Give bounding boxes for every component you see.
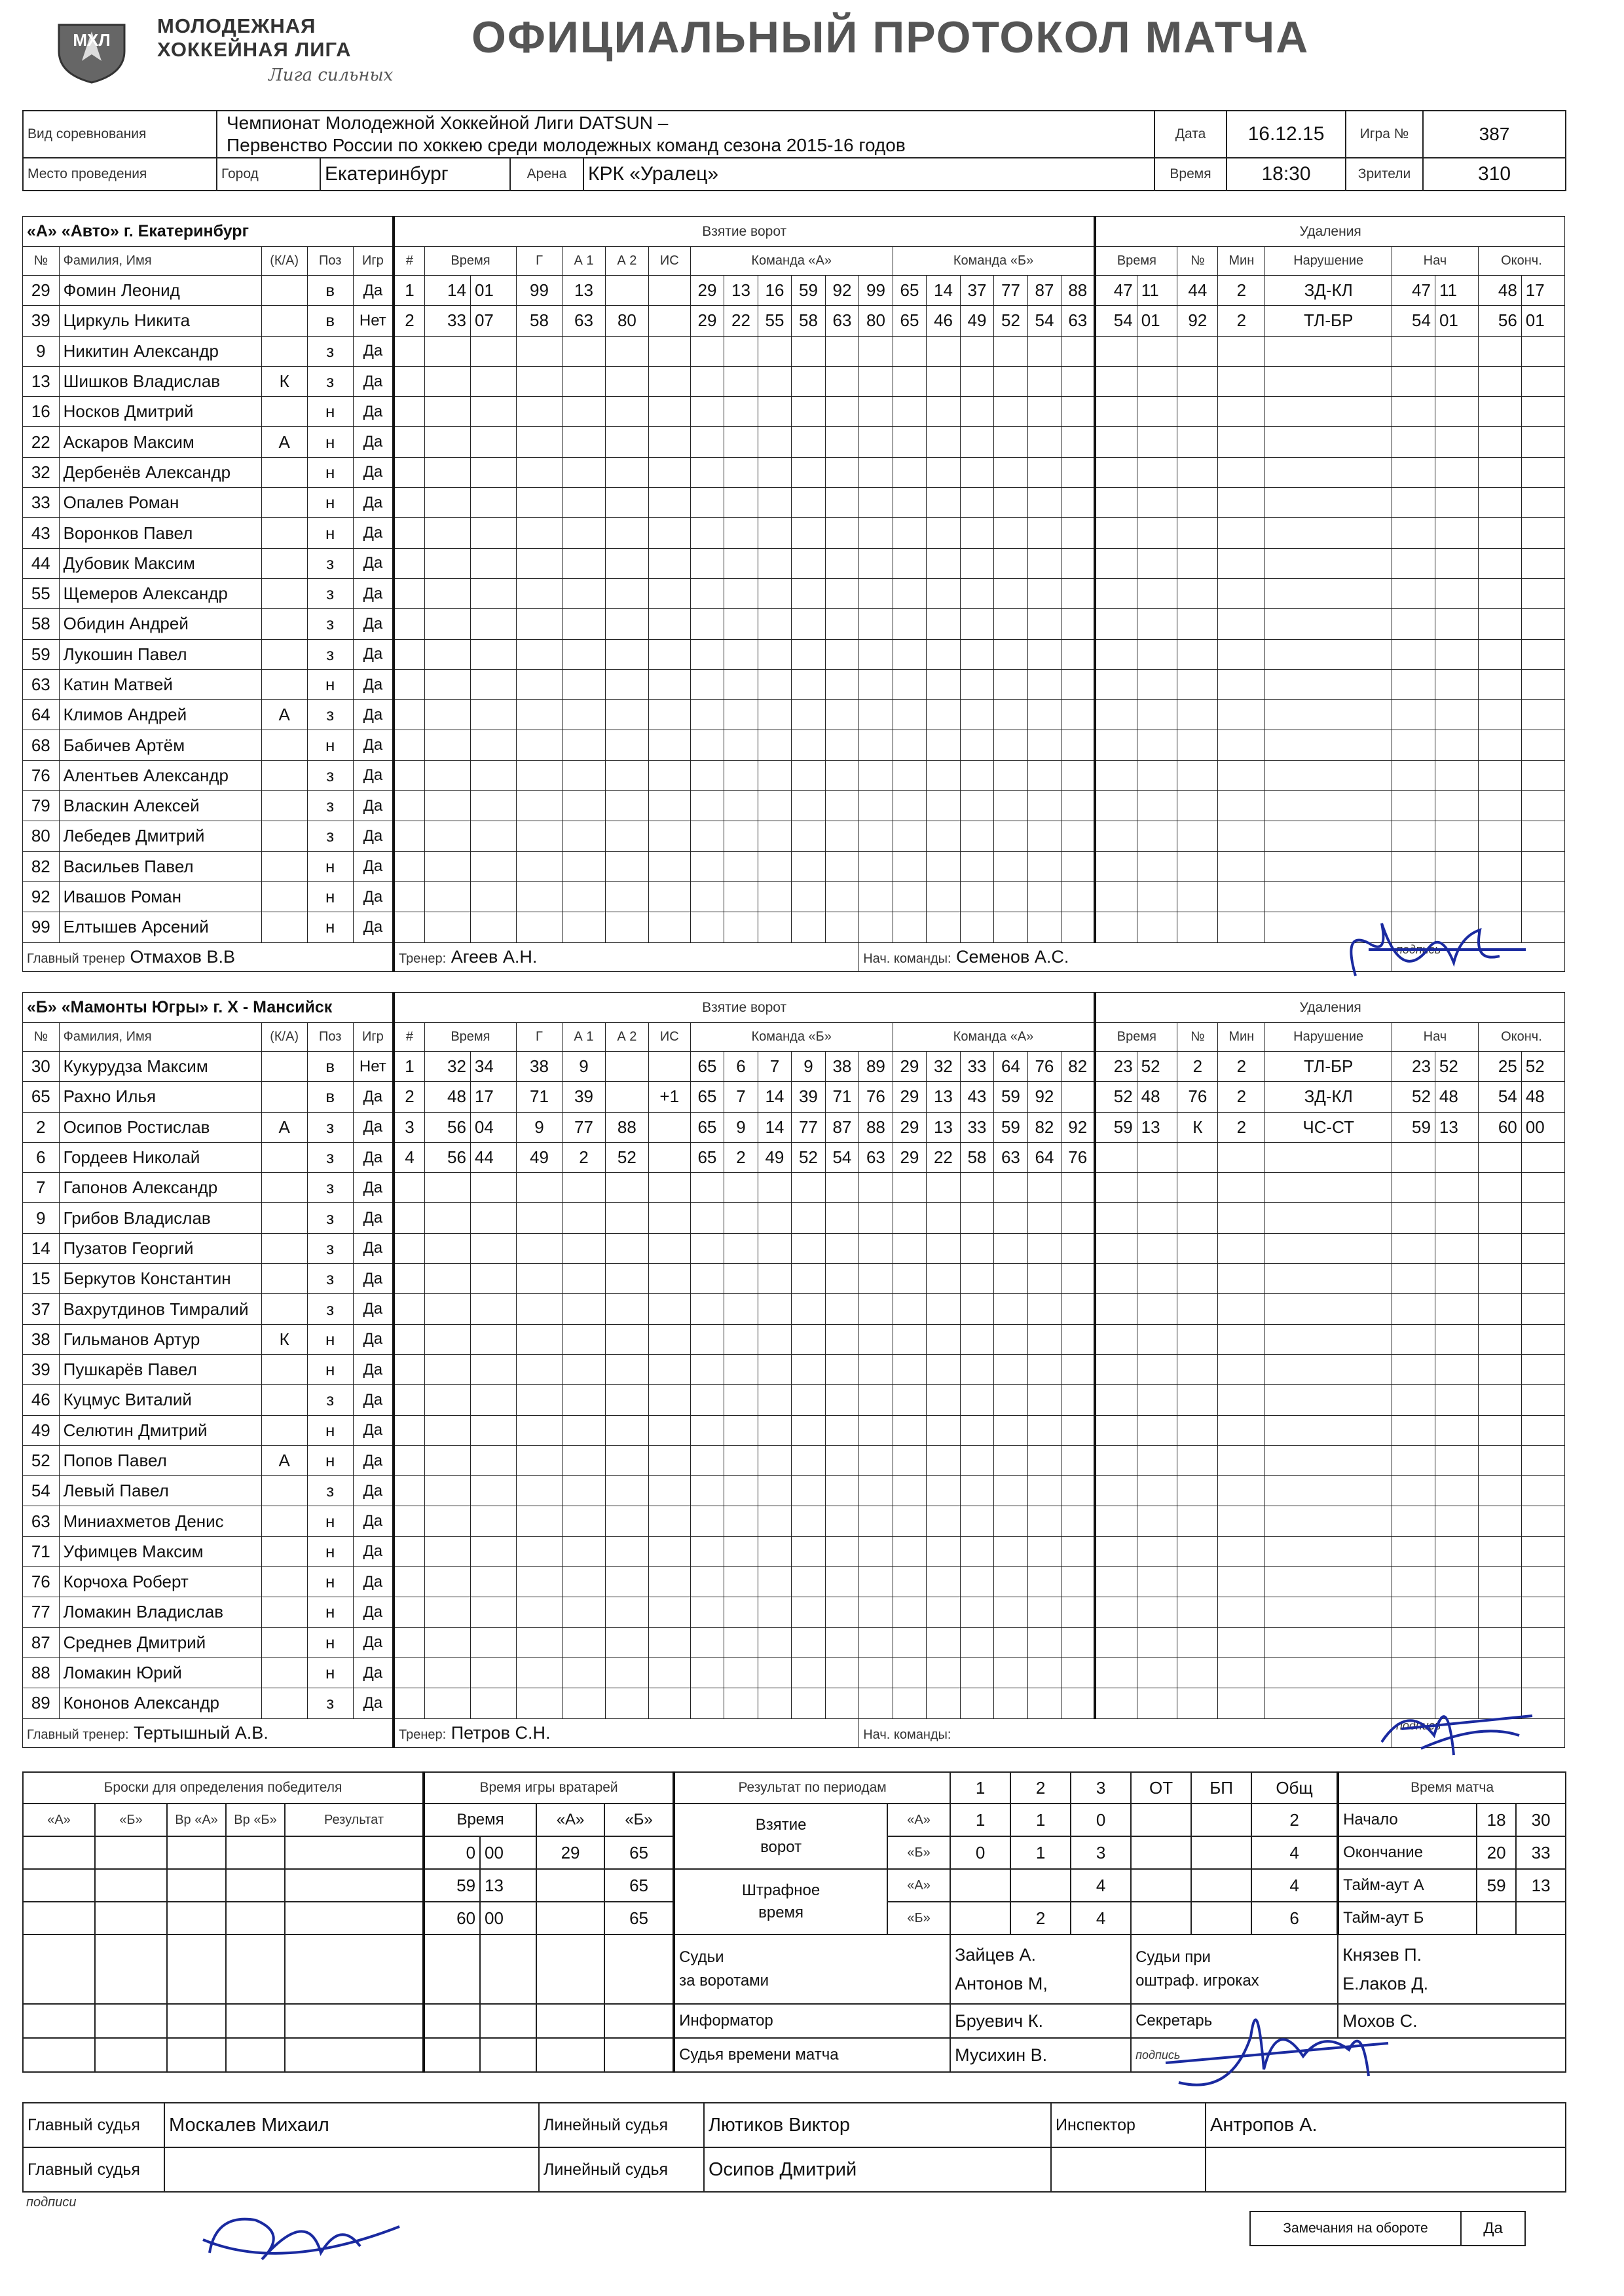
player-row: 15 Беркутов Константин з Да xyxy=(23,1264,1565,1294)
time-label: Время xyxy=(1154,158,1227,191)
team-a-coach-signature xyxy=(1329,904,1539,1009)
city-label: Город xyxy=(217,158,320,191)
player-row: 44 Дубовик Максим з Да xyxy=(23,548,1565,578)
venue-label: Место проведения xyxy=(23,158,217,191)
player-row: 80 Лебедев Дмитрий з Да xyxy=(23,821,1565,851)
team_b-title: «Б» «Мамонты Югры» г. Х - Мансийск xyxy=(23,993,394,1023)
spectators-value: 310 xyxy=(1423,158,1566,191)
player-row: 6 Гордеев Николай з Да 4 56 44 49 2 52 65 2 49 52 54 63 29 22 58 63 64 76 xyxy=(23,1142,1565,1172)
player-row: 71 Уфимцев Максим н Да xyxy=(23,1536,1565,1566)
player-row: 88 Ломакин Юрий н Да xyxy=(23,1657,1565,1688)
player-row: 92 Ивашов Роман н Да xyxy=(23,881,1565,912)
player-row: 2 Осипов Ростислав А з Да 3 56 04 9 77 88 65 9 14 77 87 88 29 13 33 59 82 92 59 13 К 2 ЧС-СТ 59 13 60 00 xyxy=(23,1112,1565,1142)
competition-label: Вид соревнования xyxy=(23,111,217,158)
team_a-title: «А» «Авто» г. Екатеринбург xyxy=(23,217,394,247)
gk-time-title: Время игры вратарей xyxy=(424,1772,674,1804)
player-row: 39 Пушкарёв Павел н Да xyxy=(23,1354,1565,1384)
player-row: 89 Кононов Александр з Да xyxy=(23,1688,1565,1718)
player-row: 29 Фомин Леонид в Да 1 14 01 99 13 29 13 16 59 92 99 65 14 37 77 87 88 47 11 44 2 ЗД-КЛ 47 11 48 17 xyxy=(23,276,1565,306)
player-row: 63 Катин Матвей н Да xyxy=(23,669,1565,699)
summary-table: Броски для определения победителя Время игры вратарей Результат по периодам 1 2 3 ОТ БП Общ Время матча «А» «Б» Вр «А» Вр «Б» Результат Время «А» «Б» Взятие ворот «А» 1 1 0 2 Начало 18 30 0 00 29 65 «Б» 0 1 3 4 Окончание 20 33 59 13 65 Штрафное время «А» 4 4 Тайм-аут А 59 13 60 00 65 «Б» 2 4 6 Тайм-аут Б Судьи за воротами Зайцев А. Антонов М, Судьи при оштраф. игроках Князев П. Е.лаков Д. Информатор Бруевич К. Секретарь Мохов С. Судья времени матча Мусихин В. подпись xyxy=(22,1771,1566,2073)
player-row: 37 Вахрутдинов Тимралий з Да xyxy=(23,1294,1565,1324)
competition-value: Чемпионат Молодежной Хоккейной Лиги DATSUN – Первенство России по хоккею среди молодежных команд сезона 2015-16 годов xyxy=(217,111,1154,158)
player-row: 68 Бабичев Артём н Да xyxy=(23,730,1565,760)
player-row: 14 Пузатов Георгий з Да xyxy=(23,1233,1565,1263)
arena-value: КРК «Уралец» xyxy=(583,158,1154,191)
player-row: 64 Климов Андрей А з Да xyxy=(23,700,1565,730)
player-row: 43 Воронков Павел н Да xyxy=(23,518,1565,548)
player-row: 77 Ломакин Владислав н Да xyxy=(23,1597,1565,1627)
player-row: 38 Гильманов Артур К н Да xyxy=(23,1324,1565,1354)
player-row: 59 Лукошин Павел з Да xyxy=(23,639,1565,669)
shootout-title: Броски для определения победителя xyxy=(23,1772,424,1804)
player-row: 52 Попов Павел А н Да xyxy=(23,1445,1565,1475)
remarks-table: Замечания на обороте Да xyxy=(1249,2211,1526,2246)
player-row: 79 Власкин Алексей з Да xyxy=(23,791,1565,821)
spectators-label: Зрители xyxy=(1346,158,1423,191)
player-row: 46 Куцмус Виталий з Да xyxy=(23,1385,1565,1415)
time-value: 18:30 xyxy=(1227,158,1346,191)
player-row: 7 Гапонов Александр з Да xyxy=(23,1173,1565,1203)
player-row: 54 Левый Павел з Да xyxy=(23,1476,1565,1506)
league-slogan: Лига сильных xyxy=(268,65,394,85)
player-row: 87 Среднев Дмитрий н Да xyxy=(23,1627,1565,1657)
referee-signature xyxy=(190,2181,413,2286)
league-name: МОЛОДЕЖНАЯ ХОККЕЙНАЯ ЛИГА xyxy=(157,14,352,61)
team_a-table: «А» «Авто» г. Екатеринбург Взятие ворот Удаления № Фамилия, Имя (К/А) Поз Игр # Время Г А 1 А 2 ИС Команда «А» Команда «Б» Время № Мин Нарушение Нач Оконч. 29 Фомин Леонид в Да 1 14 01 99 13 29 13 16 59 92 99 65 14 37 77 87 88 47 11 44 2 ЗД-КЛ 47 11 48 17 39 Циркуль Никита в Нет 2 33 07 58 63 80 29 22 55 58 63 80 65 46 49 52 54 63 54 01 92 2 ТЛ-БР 54 01 56 01 9 Никитин Александр з Да 13 Шишков Владислав К з Да 16 Носков Дмитрий н Да 22 Аскаров Максим А н Да 32 Дербенёв Александр н Да 33 Опалев Роман н Да 43 Воронков Павел н Да 44 Дубовик Максим з Да 55 Щемеров Александр з Да 58 Обидин Андрей з Да 59 Лукошин Павел з Да 63 Катин Матвей н Да 64 Климов Андрей А з Да 68 Бабичев Артём н Да 76 Алентьев Александр з Да 79 Власкин Алексей з Да 80 Лебедев Дмитрий з Да 82 Васильев Павел н Да 92 Ивашов Роман н Да 99 Елтышев Арсений н Да Главный тренер Отмахов В.В Тренер: Агеев А.Н. Нач. команды: Семенов А.С. подпись xyxy=(22,216,1565,972)
player-row: 9 Никитин Александр з Да xyxy=(23,336,1565,366)
team_a-head-coach: Отмахов В.В xyxy=(130,946,236,967)
player-row: 63 Миниахметов Денис н Да xyxy=(23,1506,1565,1536)
match-info-table xyxy=(22,110,1566,191)
periods-title: Результат по периодам xyxy=(674,1772,950,1804)
team-b-coach-signature xyxy=(1362,1676,1545,1775)
player-row: 22 Аскаров Максим А н Да xyxy=(23,427,1565,457)
player-row: 55 Щемеров Александр з Да xyxy=(23,578,1565,608)
date-label: Дата xyxy=(1154,111,1227,158)
match-time-title: Время матча xyxy=(1338,1772,1566,1804)
player-row: 65 Рахно Илья в Да 2 48 17 71 39 +1 65 7 14 39 71 76 29 13 43 59 92 52 48 76 2 ЗД-КЛ 52 48 54 48 xyxy=(23,1082,1565,1112)
player-row: 58 Обидин Андрей з Да xyxy=(23,609,1565,639)
player-row: 9 Грибов Владислав з Да xyxy=(23,1203,1565,1233)
team_b-table: «Б» «Мамонты Югры» г. Х - Мансийск Взятие ворот Удаления № Фамилия, Имя (К/А) Поз Игр # Время Г А 1 А 2 ИС Команда «Б» Команда «А» Время № Мин Нарушение Нач Оконч. 30 Кукурудза Максим в Нет 1 32 34 38 9 65 6 7 9 38 89 29 32 33 64 76 82 23 52 2 2 ТЛ-БР 23 52 25 52 65 Рахно Илья в Да 2 48 17 71 39 +1 65 7 14 39 71 76 29 13 43 59 92 52 48 76 2 ЗД-КЛ 52 48 54 48 2 Осипов Ростислав А з Да 3 56 04 9 77 88 65 9 14 77 87 88 29 13 33 59 82 92 59 13 К 2 ЧС-СТ 59 13 60 00 6 Гордеев Николай з Да 4 56 44 49 2 52 65 2 49 52 54 63 29 22 58 63 64 76 7 Гапонов Александр з Да 9 Грибов Владислав з Да 14 Пузатов Георгий з Да 15 Беркутов Константин з Да 37 Вахрутдинов Тимралий з Да 38 Гильманов Артур К н Да 39 Пушкарёв Павел н Да 46 Куцмус Виталий з Да 49 Селютин Дмитрий н Да 52 Попов Павел А н Да 54 Левый Павел з Да 63 Миниахметов Денис н Да 71 Уфимцев Максим н Да 76 Корчоха Роберт н Да 77 Ломакин Владислав н Да 87 Среднев Дмитрий н Да 88 Ломакин Юрий н Да 89 Кононов Александр з Да Главный тренер: Тертышный А.В. Тренер: Петров С.Н. Нач. команды: подпись xyxy=(22,992,1565,1748)
document-title: ОФИЦИАЛЬНЫЙ ПРОТОКОЛ МАТЧА xyxy=(471,12,1310,62)
player-row: 82 Васильев Павел н Да xyxy=(23,851,1565,881)
player-row: 99 Елтышев Арсений н Да xyxy=(23,912,1565,942)
game-value: 387 xyxy=(1423,111,1566,158)
league-logo xyxy=(52,12,131,84)
player-row: 30 Кукурудза Максим в Нет 1 32 34 38 9 65 6 7 9 38 89 29 32 33 64 76 82 23 52 2 2 ТЛ-БР 23 52 25 52 xyxy=(23,1052,1565,1082)
player-row: 76 Алентьев Александр з Да xyxy=(23,760,1565,790)
player-row: 33 Опалев Роман н Да xyxy=(23,488,1565,518)
player-row: 49 Селютин Дмитрий н Да xyxy=(23,1415,1565,1445)
team-b-section xyxy=(22,992,1565,1748)
referees-table: Главный судья Москалев Михаил Линейный судья Лютиков Виктор Инспектор Антропов А. Главный судья Линейный судья Осипов Дмитрий xyxy=(22,2102,1566,2193)
player-row: 32 Дербенёв Александр н Да xyxy=(23,457,1565,487)
secretary-signature xyxy=(1153,1978,1401,2109)
signatures-label: подписи xyxy=(26,2195,77,2210)
team-a-section xyxy=(22,216,1565,972)
player-row: 76 Корчоха Роберт н Да xyxy=(23,1567,1565,1597)
player-row: 39 Циркуль Никита в Нет 2 33 07 58 63 80 29 22 55 58 63 80 65 46 49 52 54 63 54 01 92 2 ТЛ-БР 54 01 56 01 xyxy=(23,306,1565,336)
game-label: Игра № xyxy=(1346,111,1423,158)
player-row: 16 Носков Дмитрий н Да xyxy=(23,397,1565,427)
arena-label: Арена xyxy=(510,158,583,191)
svg-text:МХЛ: МХЛ xyxy=(73,30,111,50)
player-row: 13 Шишков Владислав К з Да xyxy=(23,366,1565,396)
date-value: 16.12.15 xyxy=(1227,111,1346,158)
team_b-head-coach: Тертышный А.В. xyxy=(134,1722,268,1743)
city-value: Екатеринбург xyxy=(320,158,510,191)
